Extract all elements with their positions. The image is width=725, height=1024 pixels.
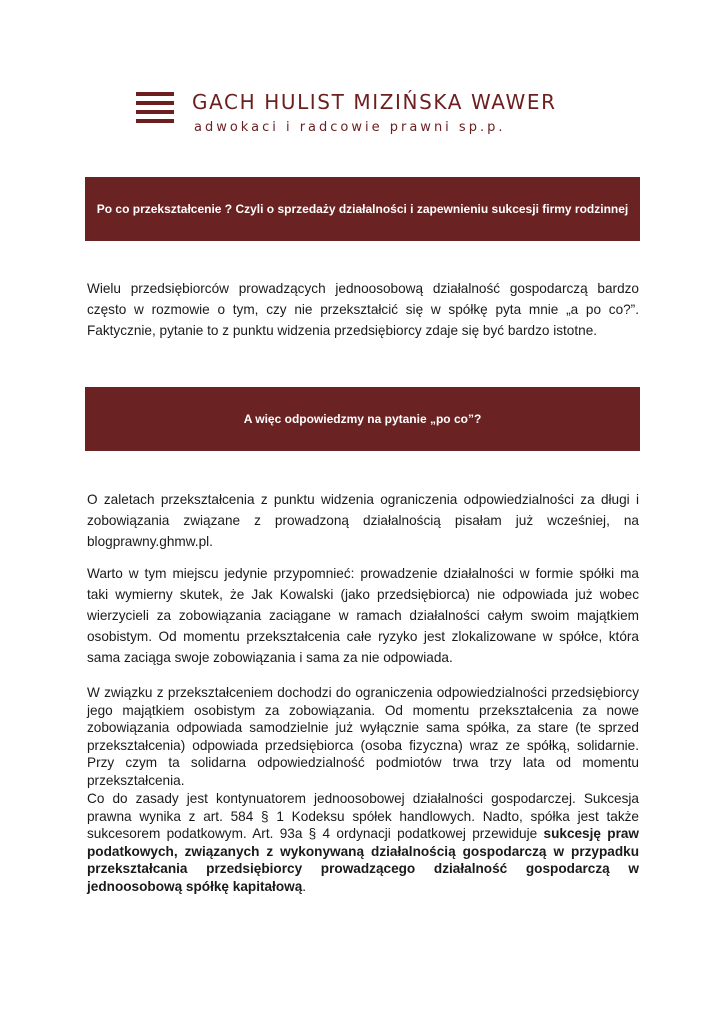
- paragraph-4-end: .: [302, 878, 307, 894]
- paragraph-1: O zaletach przekształcenia z punktu widzenia ograniczenia odpowiedzialności za długi i zobowiązania związane z prowadzoną działalnością pisałam już wcześniej, na blogprawny.ghmw.pl.: [87, 492, 639, 549]
- section-banner-text: A więc odpowiedzmy na pytanie „po co”?: [243, 412, 482, 426]
- paragraph-4: [87, 790, 639, 895]
- title-banner-text: Po co przekształcenie ? Czyli o sprzedaży działalności i zapewnieniu sukcesji firmy rodzinnej: [96, 202, 629, 216]
- paragraph-4-text: Co do zasady jest kontynuatorem jednoosobowej działalności gospodarczej. Sukcesja prawna wynika z art. 584 § 1 Kodeksu spółek handlowych. Nadto, spółka jest także sukcesorem podatkowym. Art. 93a § 4 ordynacji podatkowej przewiduje: [87, 791, 639, 841]
- title-banner: [85, 177, 640, 241]
- paragraph-3: W związku z przekształceniem dochodzi do ograniczenia odpowiedzialności przedsiębiorcy jego majątkiem osobistym za zobowiązania. Od momentu przekształcenia za nowe zobowiązania odpowiada samodzielnie już wyłącznie sama spółka, za stare (te sprzed przekształcenia) odpowiada przedsiębiorca (osoba fizyczna) wraz ze spółką, solidarnie. Przy czym ta solidarna odpowiedzialność podmiotów trwa trzy lata od momentu przekształcenia.: [87, 685, 639, 788]
- section-banner: [85, 387, 640, 451]
- paragraph-2: Warto w tym miejscu jedynie przypomnieć: prowadzenie działalności w formie spółki ma taki wymierny skutek, że Jak Kowalski (jako przedsiębiorca) nie odpowiada już wobec wierzycieli za zobowiązania zaciągane w ramach działalności całym swoim majątkiem osobistym. Od momentu przekształcenia całe ryzyko jest zlokalizowane w spółce, która sama zaciąga swoje zobowiązania i sama za nie odpowiada.: [87, 566, 639, 665]
- firm-logo: [136, 90, 606, 140]
- logo-bars-icon: [136, 92, 174, 128]
- firm-subtitle: adwokaci i radcowie prawni sp.p.: [194, 120, 506, 135]
- paragraph-4-bold: sukcesję praw podatkowych, związanych z wykonywaną działalnością gospodarczą w przypadku przekształcania przedsiębiorcy prowadzącego działalność gospodarczą w jednoosobową spółkę kapitałową: [87, 826, 639, 894]
- intro-paragraph: Wielu przedsiębiorców prowadzących jednoosobową działalność gospodarczą bardzo często w rozmowie o tym, czy nie przekształcić się w spółkę pyta mnie „a po co?”. Faktycznie, pytanie to z punktu widzenia przedsiębiorcy zdaje się być bardzo istotne.: [87, 281, 639, 338]
- firm-name: GACH HULIST MIZIŃSKA WAWER: [192, 90, 557, 114]
